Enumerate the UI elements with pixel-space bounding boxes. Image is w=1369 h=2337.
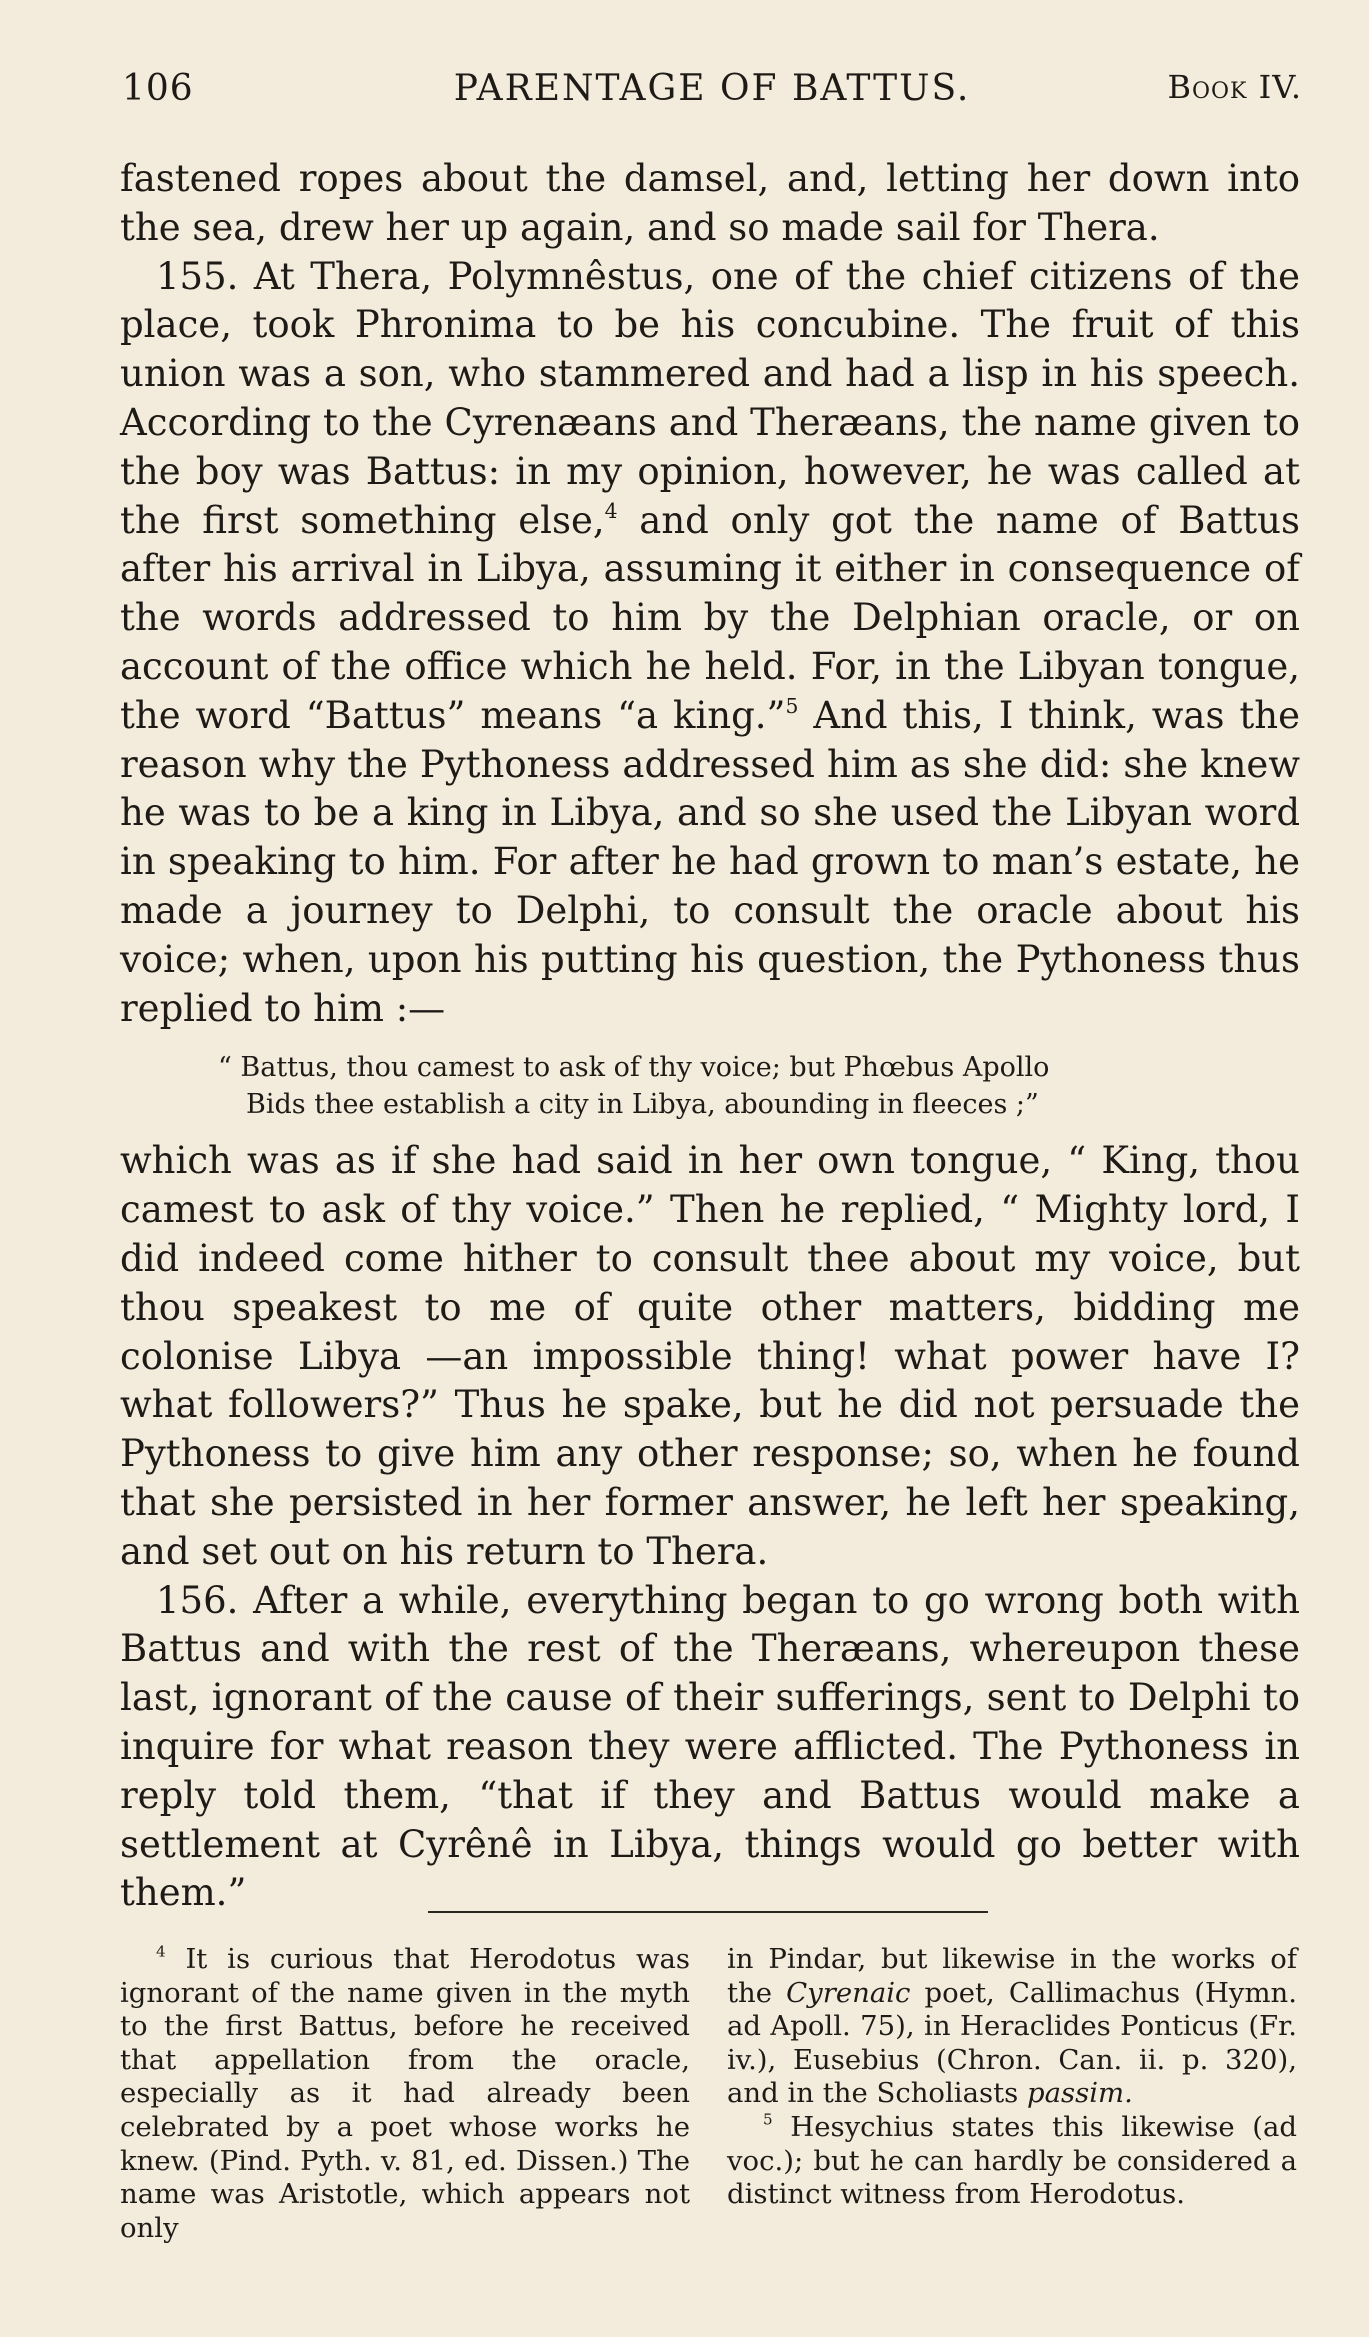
paragraph-text: At Thera, Polymnêstus, one of the chief citizens of the place, took Phronima to be his concubine. The fruit of this union was a son, who stammered and had a lisp in his speech. According to the Cyrenæans and Theræans, the name given to the boy was Battus: in my opinion, however, he was called at the first something else, [120,254,1300,542]
paragraph-text: fastened ropes about the damsel, and, letting her down into the sea, drew her up again, and so made sail for Thera. [120,157,1300,249]
footnote-marker: 5 [763,2110,773,2129]
running-title: PARENTAGE OF BATTUS. [453,68,971,109]
footnotes-right-column [727,1943,1297,2212]
book-label: Book IV. [1167,68,1302,106]
footnote-divider [428,1911,988,1913]
paragraph-after-verse [120,1137,1300,1576]
section-number: 156. [156,1578,239,1622]
footnote-italic: Cyrenaic [786,1976,911,2009]
footnote-text: in Pindar, but likewise in the works of the [727,1943,1297,2009]
footnote-reference-4: 4 [604,498,618,523]
footnote-reference-5: 5 [785,693,799,718]
footnotes-left-column [120,1943,690,2245]
footnote-marker: 4 [156,1942,166,1961]
section-number: 155. [156,254,239,298]
paragraph-text: and only got the name of Battus after his arrival in Libya, assuming it either in consequence of the words addressed to him by the Delphian oracle, or on account of the office which he held. For, in the Libyan tongue, the word “Battus” means “a king.” [120,498,1300,737]
footnote-5 [727,2111,1297,2212]
paragraph-continuation [120,155,1300,253]
oracle-verse [218,1049,1300,1123]
page-header [122,68,1302,118]
main-text [120,155,1300,1918]
footnote-text: poet, Callimachus (Hymn. ad Apoll. 75), in Heraclides Ponticus (Fr. iv.), Eusebius (Chron. Can. ii. p. 320), and in the Scholiasts [727,1976,1297,2110]
footnote-text: Hesychius states this likewise (ad voc.); but he can hardly be considered a distinct witness from Herodotus. [727,2110,1297,2211]
verse-line: Bids thee establish a city in Libya, abounding in fleeces ;” [246,1089,1039,1121]
footnote-italic: passim. [1027,2077,1133,2110]
paragraph-156 [120,1577,1300,1919]
page-number: 106 [122,68,194,109]
paragraph-155 [120,253,1300,1034]
footnote-4 [120,1943,690,2245]
paragraph-text: After a while, everything began to go wrong both with Battus and with the rest of the Theræans, whereupon these last, ignorant of the cause of their sufferings, sent to Delphi to inquire for what reason they were afflicted. The Pythoness in reply told them, “that if they and Battus would make a settlement at Cyrênê in Libya, things would go better with them.” [120,1578,1301,1915]
paragraph-text: And this, I think, was the reason why the Pythoness addressed him as she did: she knew he was to be a king in Libya, and so she used the Libyan word in speaking to him. For after he had grown to man’s estate, he made a journey to Delphi, to consult the oracle about his voice; when, upon his putting his question, the Pythoness thus replied to him :— [120,693,1300,1030]
verse-line: “ Battus, thou camest to ask of thy voice; but Phœbus Apollo [218,1052,1050,1084]
paragraph-text: which was as if she had said in her own tongue, “ King, thou camest to ask of thy voice.” Then he replied, “ Mighty lord, I did indeed come hither to consult thee about my voice, but thou speakest to me of quite other matters, bidding me colonise Libya —an impossible thing! what power have I? what followers?” Thus he spake, but he did not persuade the Pythoness to give him any other response; so, when he found that she persisted in her former answer, he left her speaking, and set out on his return to Thera. [120,1139,1300,1573]
footnote-text: It is curious that Herodotus was ignorant of the name given in the myth to the first Battus, before he received that appellation from the oracle, especially as it had already been celebrated by a poet whose works he knew. (Pind. Pyth. v. 81, ed. Dissen.) The name was Aristotle, which appears not only [120,1943,690,2244]
footnote-4-continued [727,1943,1297,2111]
